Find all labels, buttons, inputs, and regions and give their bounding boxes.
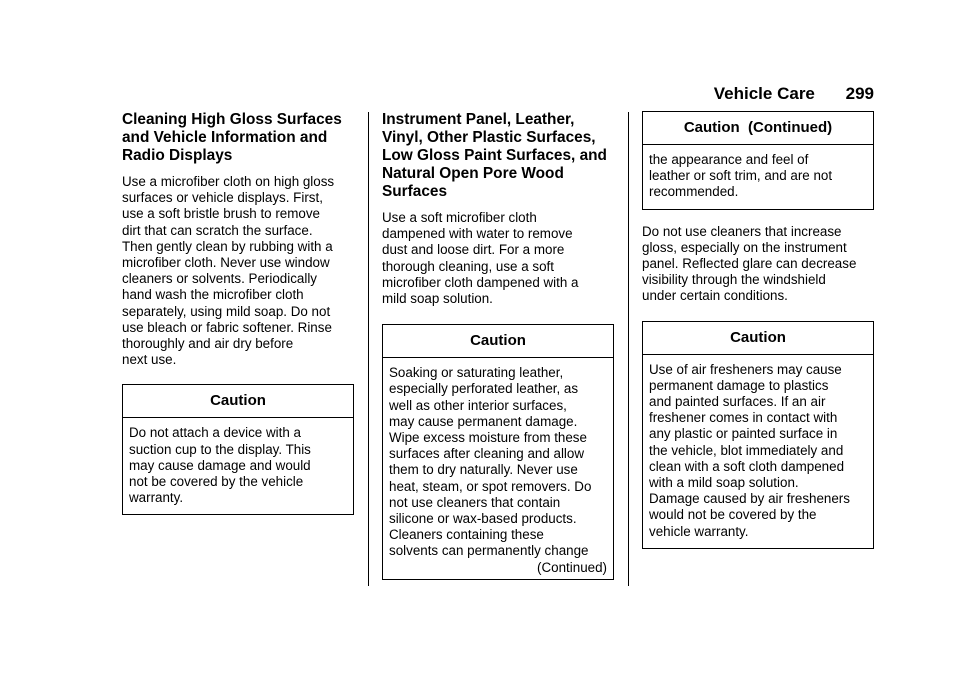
caution-title: Caution — [123, 385, 353, 418]
caution-title: Caution — [643, 322, 873, 355]
body-paragraph: Use a soft microfiber cloth dampened with water to remove dust and loose dirt. For a more thorough cleaning, use a soft microfiber cloth dampened with a mild soap solution. — [382, 210, 579, 307]
running-header — [714, 84, 874, 104]
caution-title: Caution (Continued) — [643, 112, 873, 145]
page-number: 299 — [845, 84, 874, 103]
section-title: Vehicle Care — [713, 84, 815, 103]
section-heading-instrument-panel: Instrument Panel, Leather, Vinyl, Other Plastic Surfaces, Low Gloss Paint Surfaces, and Natural Open Pore Wood Surfaces — [382, 111, 607, 200]
section-heading-high-gloss: Cleaning High Gloss Surfaces and Vehicle Information and Radio Displays — [122, 111, 342, 164]
caution-box-continued — [642, 111, 874, 210]
caution-box — [122, 384, 354, 515]
continued-label: (Continued) — [537, 559, 607, 575]
column-right — [642, 111, 874, 549]
caution-text — [383, 358, 613, 579]
column-left — [122, 111, 354, 515]
caution-text: the appearance and feel of leather or soft trim, and are not recommended. — [649, 152, 833, 200]
caution-box — [642, 321, 874, 549]
body-paragraph: Do not use cleaners that increase gloss, especially on the instrument panel. Reflected glare can decrease visibility through the windshield under certain conditions. — [642, 223, 857, 304]
column-middle — [382, 111, 614, 580]
body-paragraph: Use a microfiber cloth on high gloss surfaces or vehicle displays. First, use a soft bristle brush to remove dirt that can scratch the surface. Then gently clean by rubbing with a microfiber cloth. Never use window cleaners or solvents. Periodically hand wash the microfiber cloth separately, using mild soap. Do not use bleach or fabric softener. Rinse thoroughly and air dry before next use. — [122, 174, 335, 368]
column-divider — [628, 112, 629, 586]
caution-box — [382, 324, 614, 580]
caution-text-body: Soaking or saturating leather, especially perforated leather, as well as other interior surfaces, may cause permanent damage. Wipe excess moisture from these surfaces after cleaning and allow them to dry naturally. Never use heat, steam, or spot removers. Do not use cleaners that contain silicone or wax-based products. Cleaners containing these solvents can permanently change — [389, 365, 592, 559]
caution-text: Do not attach a device with a suction cup to the display. This may cause damage and would not be covered by the vehicle warranty. — [129, 425, 311, 506]
column-divider — [368, 112, 369, 586]
caution-text: Use of air fresheners may cause permanent damage to plastics and painted surfaces. If an air freshener comes in contact with any plastic or painted surface in the vehicle, blot immediately and clean with a soft cloth dampened with a mild soap solution. Damage caused by air fresheners would not be covered by the vehicle warranty. — [649, 361, 850, 539]
caution-title: Caution — [383, 325, 613, 358]
